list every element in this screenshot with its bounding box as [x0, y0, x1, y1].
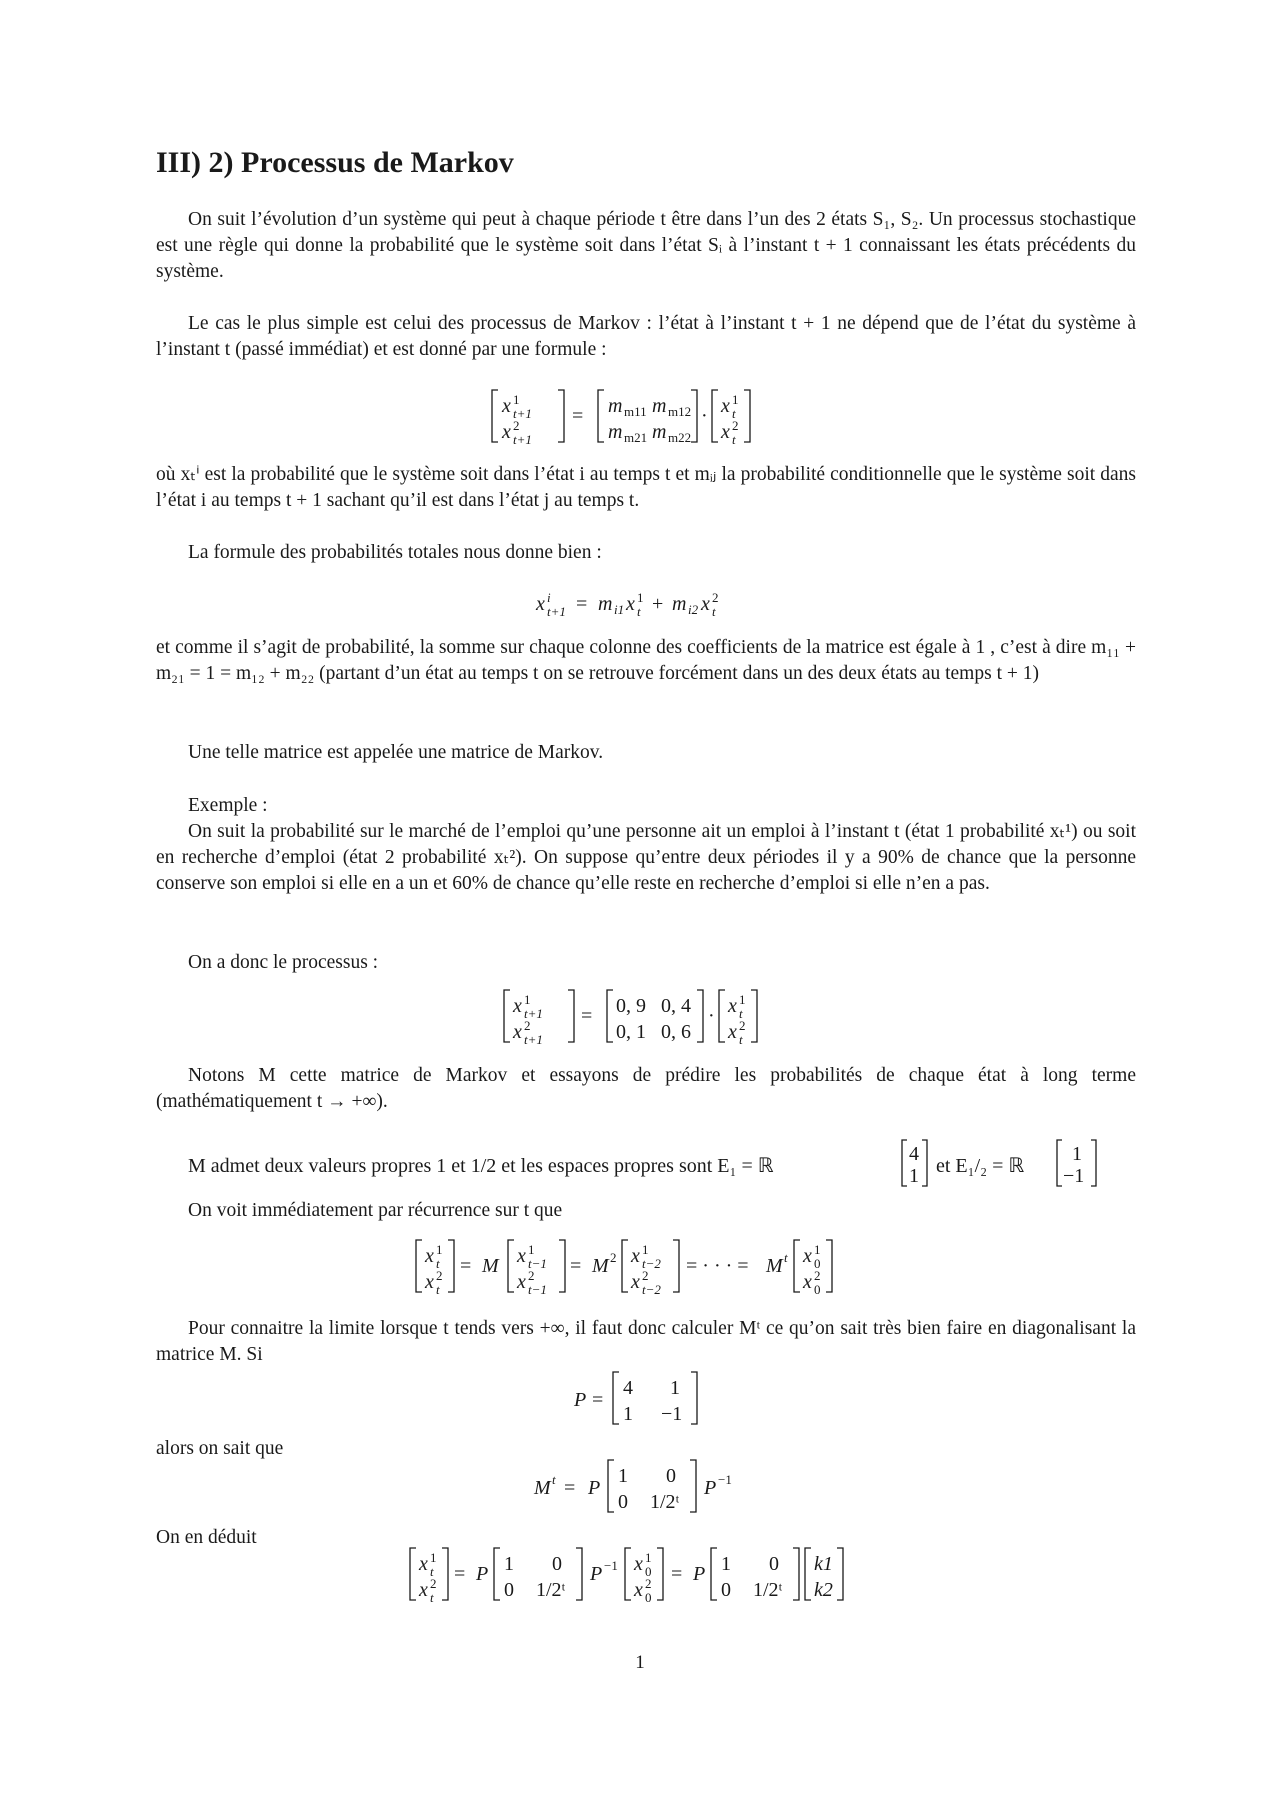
- svg-text:x: x: [631, 1245, 640, 1267]
- e2-bottom: −1: [1063, 1165, 1085, 1187]
- svg-text:2: 2: [739, 1018, 746, 1033]
- svg-text:−1: −1: [604, 1558, 618, 1573]
- equation-recurrence: [156, 1232, 1136, 1302]
- svg-text:=: =: [671, 1563, 683, 1585]
- example-text: On suit la probabilité sur le marché de l’emploi qu’une personne ait un emploi à l’instant t (état 1 probabilité xₜ¹) ou soit en recherche d’emploi (état 2 probabilité xₜ²). On suppose qu’entre deux périodes il y a 90% de chance que la personne conserve son emploi si elle en a un et 60% de chance qu’elle reste en recherche d’emploi si elle n’en a pas.: [156, 821, 1136, 894]
- equation-mt: [156, 1452, 1136, 1522]
- svg-text:m: m: [598, 593, 613, 615]
- svg-text:m: m: [652, 395, 667, 417]
- svg-text:1/2ᵗ: 1/2ᵗ: [753, 1579, 783, 1601]
- svg-text:=: =: [460, 1255, 472, 1277]
- svg-text:x: x: [728, 1021, 737, 1043]
- svg-text:t: t: [552, 1472, 556, 1487]
- svg-text:t+1: t+1: [513, 432, 532, 447]
- d21-value: 0: [618, 1491, 628, 1513]
- e1-top: 4: [909, 1143, 919, 1165]
- svg-text:t: t: [732, 406, 736, 421]
- svg-text:P: P: [704, 1477, 717, 1499]
- a21-value: 0, 1: [616, 1021, 646, 1043]
- svg-text:=: =: [570, 1255, 582, 1277]
- svg-text:= · · · =: = · · · =: [686, 1255, 749, 1277]
- paragraph-4: [156, 540, 1136, 566]
- svg-text:1: 1: [721, 1553, 731, 1575]
- svg-text:1: 1: [528, 1242, 535, 1257]
- svg-text:x: x: [634, 1553, 643, 1575]
- d11-value: 1: [618, 1465, 628, 1487]
- svg-text:P: P: [476, 1563, 489, 1585]
- svg-text:t−1: t−1: [528, 1282, 547, 1297]
- paragraph-11: [156, 1198, 1136, 1224]
- equation-example-process: [156, 982, 1136, 1052]
- svg-text:x: x: [419, 1553, 428, 1575]
- paragraph-12-text: Pour connaitre la limite lorsque t tends vers +∞, il faut donc calculer Mᵗ ce qu’on sait très bien faire en diagonalisant la matrice M. Si: [156, 1318, 1136, 1365]
- svg-text:t−2: t−2: [642, 1256, 661, 1271]
- k2-value: k2: [814, 1579, 833, 1601]
- svg-text:m: m: [608, 421, 623, 443]
- svg-text:2: 2: [513, 418, 520, 433]
- svg-text:t−2: t−2: [642, 1282, 661, 1297]
- paragraph-9-text: Notons M cette matrice de Markov et essayons de prédire les probabilités de chaque état à long terme (mathématiquement t → +∞).: [156, 1065, 1136, 1112]
- svg-text:2: 2: [436, 1268, 443, 1283]
- svg-text:1: 1: [430, 1550, 437, 1565]
- e2-top: 1: [1072, 1143, 1082, 1165]
- d22-value: 1/2ᵗ: [650, 1491, 680, 1513]
- svg-text:+: +: [652, 593, 664, 615]
- paragraph-2-text: Le cas le plus simple est celui des processus de Markov : l’état à l’instant t + 1 ne dépend que de l’état du système à l’instant t (passé immédiat) et est donné par une formule :: [156, 313, 1136, 360]
- svg-text:1: 1: [642, 1242, 649, 1257]
- svg-text:M: M: [482, 1255, 499, 1277]
- svg-text:2: 2: [732, 418, 739, 433]
- paragraph-8: [156, 950, 1136, 976]
- paragraph-6: [156, 740, 1136, 766]
- svg-text:x: x: [536, 593, 545, 615]
- svg-text:0: 0: [504, 1579, 514, 1601]
- paragraph-13: alors on sait que: [156, 1438, 284, 1459]
- svg-text:2: 2: [645, 1576, 652, 1591]
- m21-label: m21: [624, 430, 648, 445]
- svg-text:−1: −1: [718, 1472, 732, 1487]
- svg-text:x: x: [721, 395, 730, 417]
- svg-text:M: M: [766, 1255, 783, 1277]
- svg-text:x: x: [513, 1021, 522, 1043]
- svg-text:t: t: [436, 1282, 440, 1297]
- svg-text:x: x: [626, 593, 635, 615]
- svg-text:i2: i2: [688, 602, 699, 617]
- svg-text:0: 0: [645, 1590, 652, 1605]
- paragraph-9: [156, 1063, 1136, 1115]
- svg-text:1: 1: [814, 1242, 821, 1257]
- svg-text:t: t: [739, 1032, 743, 1047]
- svg-text:1: 1: [739, 992, 746, 1007]
- svg-text:0: 0: [645, 1564, 652, 1579]
- svg-text:=: =: [592, 1389, 604, 1411]
- paragraph-7: [156, 793, 1136, 897]
- svg-text:t: t: [739, 1006, 743, 1021]
- svg-text:2: 2: [528, 1268, 535, 1283]
- a12-value: 0, 4: [661, 995, 691, 1017]
- svg-text:M: M: [592, 1255, 609, 1277]
- page-number: 1: [635, 1652, 645, 1673]
- svg-text:2: 2: [610, 1250, 617, 1265]
- svg-text:=: =: [454, 1563, 466, 1585]
- equation-deduction: [156, 1540, 1136, 1610]
- eigenspaces-line: [156, 1130, 1136, 1200]
- svg-text:x: x: [631, 1271, 640, 1293]
- svg-text:x: x: [425, 1271, 434, 1293]
- svg-text:t: t: [637, 604, 641, 619]
- equation-markov-general: [156, 382, 1136, 452]
- svg-text:i1: i1: [614, 602, 625, 617]
- svg-text:x: x: [419, 1579, 428, 1601]
- a22-value: 0, 6: [661, 1021, 691, 1043]
- svg-text:1: 1: [513, 392, 520, 407]
- svg-text:1: 1: [637, 590, 644, 605]
- svg-text:m: m: [652, 421, 667, 443]
- d12-value: 0: [666, 1465, 676, 1487]
- svg-text:t: t: [784, 1250, 788, 1265]
- svg-text:i: i: [547, 590, 551, 605]
- svg-text:0: 0: [814, 1256, 821, 1271]
- paragraph-8-text: On a donc le processus :: [188, 952, 379, 973]
- svg-text:0: 0: [721, 1579, 731, 1601]
- svg-text:=: =: [576, 593, 588, 615]
- svg-text:2: 2: [430, 1576, 437, 1591]
- m22-label: m22: [668, 430, 692, 445]
- svg-text:t: t: [712, 604, 716, 619]
- svg-text:=: =: [564, 1477, 576, 1499]
- k1-value: k1: [814, 1553, 833, 1575]
- svg-text:x: x: [517, 1245, 526, 1267]
- m12-label: m12: [668, 404, 692, 419]
- svg-text:0: 0: [552, 1553, 562, 1575]
- paragraph-12: [156, 1316, 1136, 1368]
- svg-text:x: x: [517, 1271, 526, 1293]
- svg-text:x: x: [803, 1271, 812, 1293]
- svg-text:1: 1: [732, 392, 739, 407]
- paragraph-1-text: On suit l’évolution d’un système qui peut à chaque période t être dans l’un des 2 états S₁, S₂. Un processus stochastique est une règle qui donne la probabilité que le système soit dans l’état Sᵢ à l’instant t + 1 connaissant les états précédents du système.: [156, 209, 1136, 282]
- svg-text:t−1: t−1: [528, 1256, 547, 1271]
- svg-text:x: x: [721, 421, 730, 443]
- svg-text:·: ·: [701, 405, 708, 427]
- svg-text:t: t: [430, 1564, 434, 1579]
- paragraph-2: [156, 311, 1136, 363]
- svg-text:t: t: [436, 1256, 440, 1271]
- svg-text:x: x: [728, 995, 737, 1017]
- svg-text:P: P: [590, 1563, 603, 1585]
- paragraph-4-text: La formule des probabilités totales nous donne bien :: [188, 542, 602, 563]
- svg-text:t: t: [430, 1590, 434, 1605]
- a11-value: 0, 9: [616, 995, 646, 1017]
- svg-text:P: P: [693, 1563, 706, 1585]
- equation-p-matrix: [156, 1364, 1136, 1434]
- paragraph-11-text: On voit immédiatement par récurrence sur t que: [188, 1200, 563, 1221]
- svg-text:t+1: t+1: [513, 406, 532, 421]
- svg-text:x: x: [701, 593, 710, 615]
- svg-text:t+1: t+1: [547, 604, 566, 619]
- svg-text:1: 1: [504, 1553, 514, 1575]
- svg-text:2: 2: [712, 590, 719, 605]
- svg-text:1: 1: [436, 1242, 443, 1257]
- svg-text:x: x: [502, 395, 511, 417]
- svg-text:2: 2: [642, 1268, 649, 1283]
- svg-text:1/2ᵗ: 1/2ᵗ: [536, 1579, 566, 1601]
- section-title: III) 2) Processus de Markov: [156, 146, 514, 179]
- example-label: Exemple :: [188, 795, 268, 816]
- svg-text:·: ·: [708, 1005, 715, 1027]
- svg-text:=: =: [572, 405, 584, 427]
- e1-bottom: 1: [909, 1165, 919, 1187]
- svg-text:=: =: [581, 1005, 593, 1027]
- svg-text:x: x: [425, 1245, 434, 1267]
- svg-text:t+1: t+1: [524, 1032, 543, 1047]
- svg-text:P: P: [574, 1389, 587, 1411]
- svg-text:x: x: [803, 1245, 812, 1267]
- eigen-text-b: et E₁/₂ = ℝ: [936, 1155, 1025, 1177]
- paragraph-14: On en déduit: [156, 1527, 257, 1548]
- paragraph-5: et comme il s’agit de probabilité, la somme sur chaque colonne des coefficients de la matrice est égale à 1 , c’est à dire m₁₁ + m₂₁ = 1 = m₁₂ + m₂₂ (partant d’un état au temps t on se retrouve forcément dans un des deux états au temps t + 1): [156, 637, 1136, 684]
- p22-value: −1: [661, 1403, 683, 1425]
- svg-text:x: x: [502, 421, 511, 443]
- svg-text:1: 1: [645, 1550, 652, 1565]
- svg-text:x: x: [634, 1579, 643, 1601]
- p12-value: 1: [670, 1377, 680, 1399]
- paragraph-1: [156, 207, 1136, 285]
- svg-text:t+1: t+1: [524, 1006, 543, 1021]
- svg-text:0: 0: [814, 1282, 821, 1297]
- svg-text:0: 0: [769, 1553, 779, 1575]
- paragraph-6-text: Une telle matrice est appelée une matrice de Markov.: [188, 742, 604, 763]
- p11-value: 4: [623, 1377, 633, 1399]
- svg-text:m: m: [608, 395, 623, 417]
- svg-text:2: 2: [814, 1268, 821, 1283]
- svg-text:P: P: [588, 1477, 601, 1499]
- eigen-text-a: M admet deux valeurs propres 1 et 1/2 et les espaces propres sont E₁ = ℝ: [188, 1155, 774, 1177]
- svg-text:t: t: [732, 432, 736, 447]
- svg-text:1: 1: [524, 992, 531, 1007]
- svg-text:m: m: [672, 593, 687, 615]
- p21-value: 1: [623, 1403, 633, 1425]
- m11-label: m11: [624, 404, 647, 419]
- svg-text:2: 2: [524, 1018, 531, 1033]
- svg-text:x: x: [513, 995, 522, 1017]
- svg-text:M: M: [534, 1477, 551, 1499]
- paragraph-3: où xₜⁱ est la probabilité que le système soit dans l’état i au temps t et mᵢⱼ la probabilité conditionnelle que le système soit dans l’état i au temps t + 1 sachant qu’il est dans l’état j au temps t.: [156, 464, 1136, 511]
